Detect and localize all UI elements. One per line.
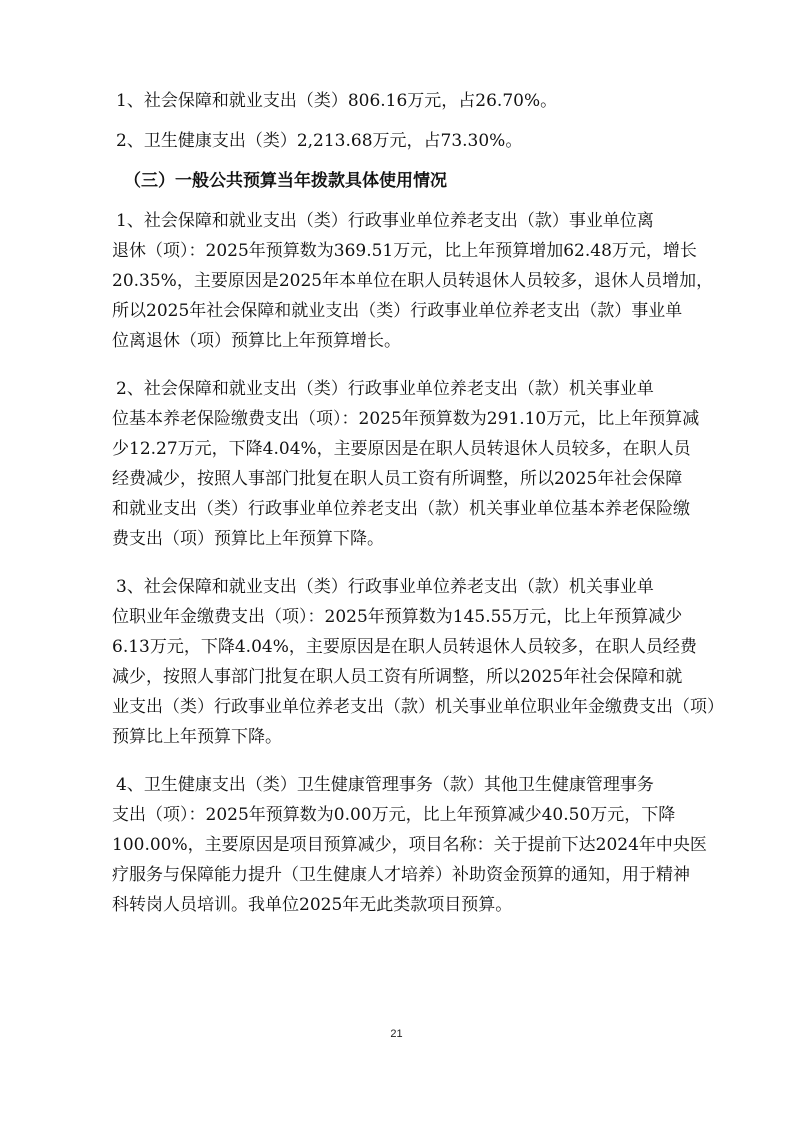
paragraph-line: 少12.27万元，下降4.04%，主要原因是在职人员转退休人员较多，在职人员 [112, 439, 691, 459]
paragraph-line: 预算比上年预算下降。 [112, 727, 282, 747]
paragraph-1 [112, 206, 714, 356]
paragraph-line: 和就业支出（类）行政事业单位养老支出（款）机关事业单位基本养老保险缴 [112, 499, 690, 519]
paragraph-4 [112, 770, 710, 920]
paragraph-line: 经费减少，按照人事部门批复在职人员工资有所调整，所以2025年社会保障 [112, 469, 683, 489]
paragraph-line: 3、社会保障和就业支出（类）行政事业单位养老支出（款）机关事业单 [116, 577, 654, 597]
document-body [112, 86, 724, 920]
paragraph-line: 疗服务与保障能力提升（卫生健康人才培养）补助资金预算的通知，用于精神 [112, 865, 690, 885]
paragraph-line: 位基本养老保险缴费支出（项）：2025年预算数为291.10万元，比上年预算减 [112, 409, 700, 429]
paragraph-line: 支出（项）：2025年预算数为0.00万元，比上年预算减少40.50万元，下降 [112, 805, 676, 825]
paragraph-line: 费支出（项）预算比上年预算下降。 [112, 529, 384, 549]
paragraph-line: 6.13万元，下降4.04%，主要原因是在职人员转退休人员较多，在职人员经费 [112, 637, 697, 657]
section-heading: （三）一般公共预算当年拨款具体使用情况 [124, 171, 447, 191]
paragraph-2 [112, 374, 710, 554]
paragraph-line: 2、社会保障和就业支出（类）行政事业单位养老支出（款）机关事业单 [116, 379, 654, 399]
summary-item-social-security: 1、社会保障和就业支出（类）806.16万元，占26.70%。 [116, 91, 558, 111]
paragraph-line: 100.00%，主要原因是项目预算减少，项目名称：关于提前下达2024年中央医 [112, 835, 707, 855]
paragraph-line: 1、社会保障和就业支出（类）行政事业单位养老支出（款）事业单位离 [116, 211, 654, 231]
paragraph-line: 减少，按照人事部门批复在职人员工资有所调整，所以2025年社会保障和就 [112, 667, 683, 687]
paragraph-line: 位职业年金缴费支出（项）：2025年预算数为145.55万元，比上年预算减少 [112, 607, 683, 627]
paragraph-line: 位离退休（项）预算比上年预算增长。 [112, 331, 401, 351]
paragraph-3 [112, 572, 724, 752]
paragraph-line: 4、卫生健康支出（类）卫生健康管理事务（款）其他卫生健康管理事务 [116, 775, 654, 795]
paragraph-line: 业支出（类）行政事业单位养老支出（款）机关事业单位职业年金缴费支出（项） [112, 697, 724, 717]
summary-item-health: 2、卫生健康支出（类）2,213.68万元，占73.30%。 [116, 131, 523, 151]
paragraph-line: 退休（项）：2025年预算数为369.51万元，比上年预算增加62.48万元，增长 [112, 241, 697, 261]
paragraph-line: 20.35%，主要原因是2025年本单位在职人员转退休人员较多，退休人员增加， [112, 271, 714, 291]
paragraph-line: 所以2025年社会保障和就业支出（类）行政事业单位养老支出（款）事业单 [112, 301, 683, 321]
page-number: 21 [390, 1028, 403, 1040]
paragraph-line: 科转岗人员培训。我单位2025年无此类款项目预算。 [112, 895, 513, 915]
